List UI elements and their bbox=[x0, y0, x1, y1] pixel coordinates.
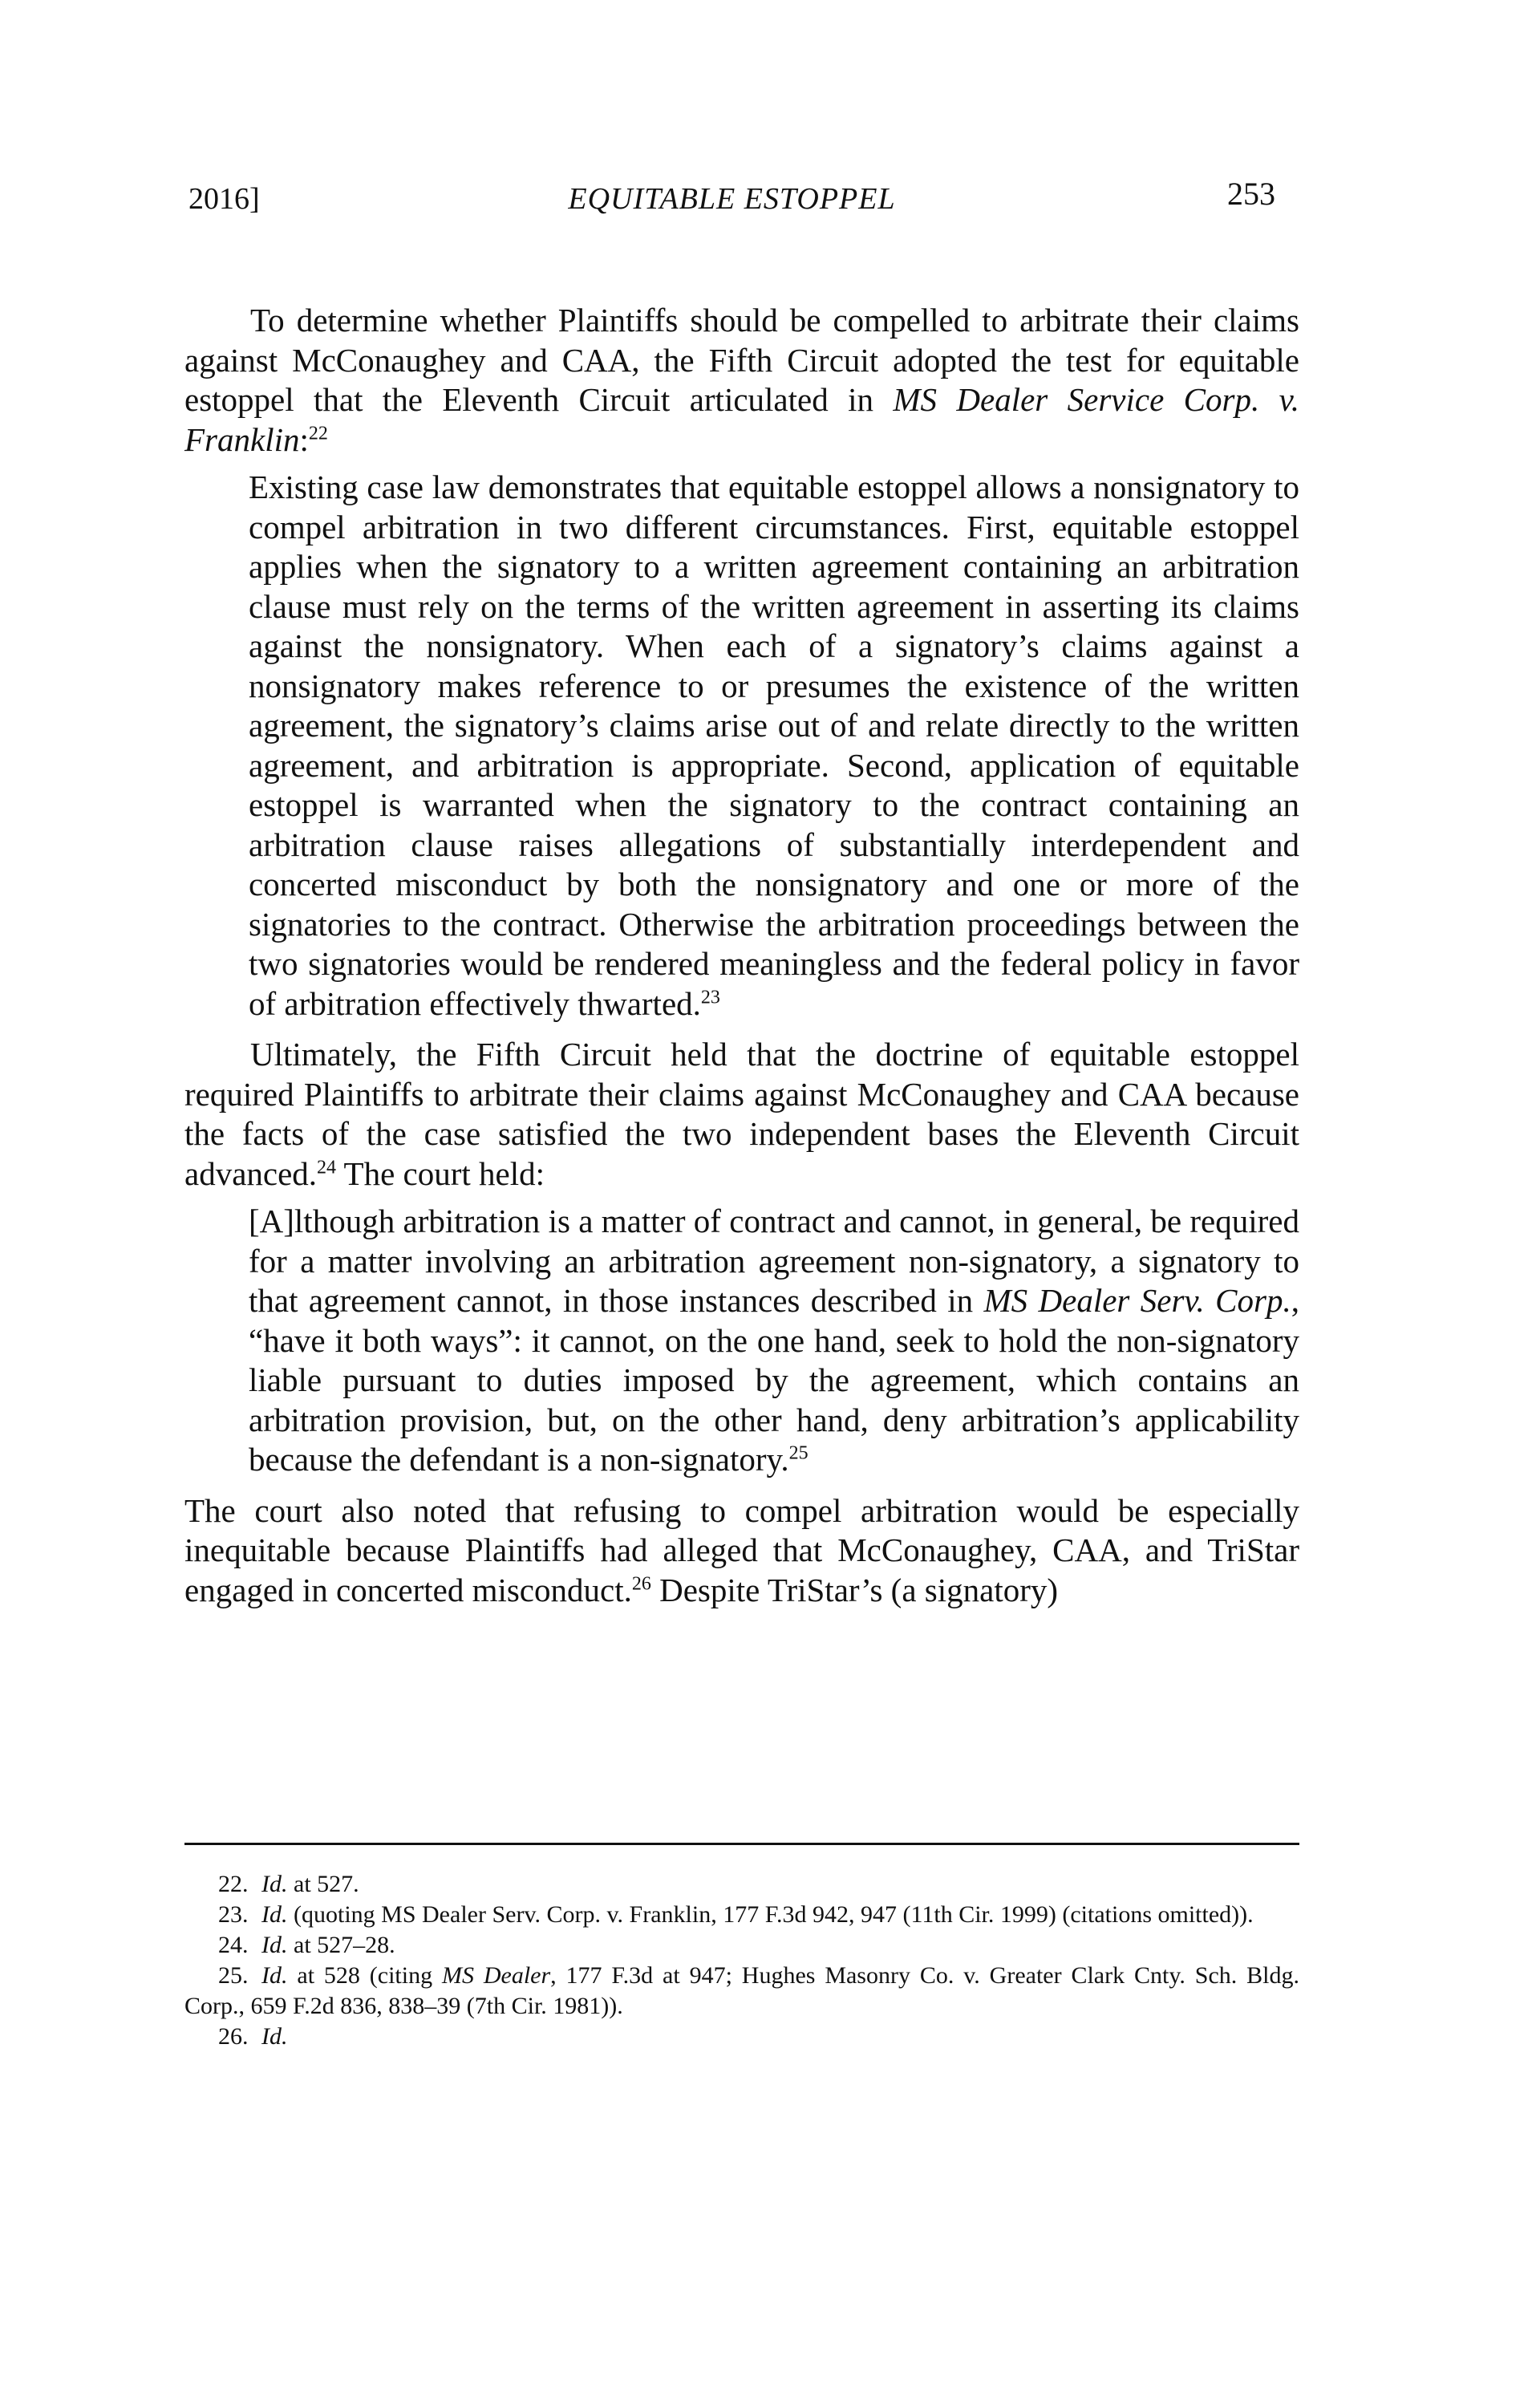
paragraph: The court also noted that refusing to compel arbitration would be especially inequitable because Plaintiffs had alleged that McConaughey, CAA, and TriStar engaged in concerted misconduct.$^{26}$ Despite TriStar’s (a signatory) bbox=[184, 1491, 1299, 1608]
footnote-ref: 22 bbox=[308, 422, 328, 444]
footnote-number: 25. bbox=[218, 1962, 249, 1989]
body-text bbox=[184, 301, 1299, 1610]
block-quote: Existing case law demonstrates that equitable estoppel allows a nonsignatory to compel arbitration in two different circumstances. First, equitable estoppel applies when the signatory to a written agreement containing an arbitration clause must rely on the terms of the written agreement in asserting its claims against the nonsignatory. When each of a signatory’s claims against a nonsignatory makes reference to or presumes the existence of the written agreement, the signatory’s claims arise out of and relate directly to the written agreement, and arbitration is appropriate. Second, application of equitable estoppel is warranted when the signatory to the contract containing an arbitration clause raises allegations of substantially interdependent and concerted misconduct by both the nonsignatory and one or more of the signatories to the contract. Otherwise the arbitration proceedings between the two signatories would be rendered meaningless and the federal policy in favor of arbitration effectively thwarted.$^{23}$ bbox=[249, 468, 1299, 1022]
footnote-ref: 26 bbox=[631, 1572, 651, 1594]
block-quote: [A]lthough arbitration is a matter of contract and cannot, in general, be required for a matter involving an arbitration agreement non-signatory, a signatory to that agreement cannot, in those instances described in MS Dealer Serv. Corp., “have it both ways”: it cannot, on the one hand, seek to hold the non-signatory liable pursuant to duties imposed by the agreement, which contains an arbitration provision, but, on the other hand, deny arbitration’s applicability because the defendant is a non-signatory.$^{25}$ bbox=[249, 1203, 1299, 1478]
footnote-ref: 23 bbox=[700, 986, 720, 1008]
header-title: EQUITABLE ESTOPPEL bbox=[568, 182, 896, 216]
footnote-ref: 25 bbox=[788, 1442, 808, 1464]
paragraph: Ultimately, the Fifth Circuit held that the doctrine of equitable estoppel required Plaintiffs to arbitrate their claims against McConaughey and CAA because the facts of the case satisfied the two independent bases the Eleventh Circuit advanced.$^{24}$ The court held: bbox=[184, 1036, 1299, 1192]
footnote-ref: 24 bbox=[317, 1156, 337, 1178]
footnote-divider bbox=[184, 1843, 1299, 1845]
footnote: 22. Id. at 527. bbox=[184, 1869, 1299, 1900]
footnote: 23. Id. (quoting MS Dealer Serv. Corp. v. Franklin, 177 F.3d 942, 947 (11th Cir. 1999) (citations omitted)). bbox=[184, 1900, 1299, 1930]
footnotes bbox=[184, 1869, 1299, 2052]
footnote-number: 26. bbox=[218, 2023, 249, 2050]
footnote: 24. Id. at 527–28. bbox=[184, 1930, 1299, 1961]
running-header bbox=[188, 176, 1275, 229]
case-name: MS Dealer Service Corp. v. Franklin bbox=[184, 381, 1299, 458]
header-year: 2016] bbox=[188, 182, 260, 216]
footnote-number: 23. bbox=[218, 1901, 249, 1928]
footnote: 26. Id. bbox=[184, 2022, 1299, 2052]
footnote: 25. Id. at 528 (citing MS Dealer, 177 F.3d at 947; Hughes Masonry Co. v. Greater Clark Cnty. Sch. Bldg. Corp., 659 F.2d 836, 838–39 (7th Cir. 1981)). bbox=[184, 1962, 1299, 2019]
footnote-number: 24. bbox=[218, 1932, 249, 1958]
page-number: 253 bbox=[1227, 176, 1275, 212]
case-name: MS Dealer bbox=[441, 1962, 551, 1989]
case-name: MS Dealer Serv. Corp. bbox=[983, 1282, 1291, 1319]
paragraph: To determine whether Plaintiffs should be compelled to arbitrate their claims against McConaughey and CAA, the Fifth Circuit adopted the test for equitable estoppel that the Eleventh Circuit articulated in MS Dealer Service Corp. v. Franklin:$^{22}$ bbox=[184, 302, 1299, 458]
footnote-number: 22. bbox=[218, 1871, 249, 1897]
